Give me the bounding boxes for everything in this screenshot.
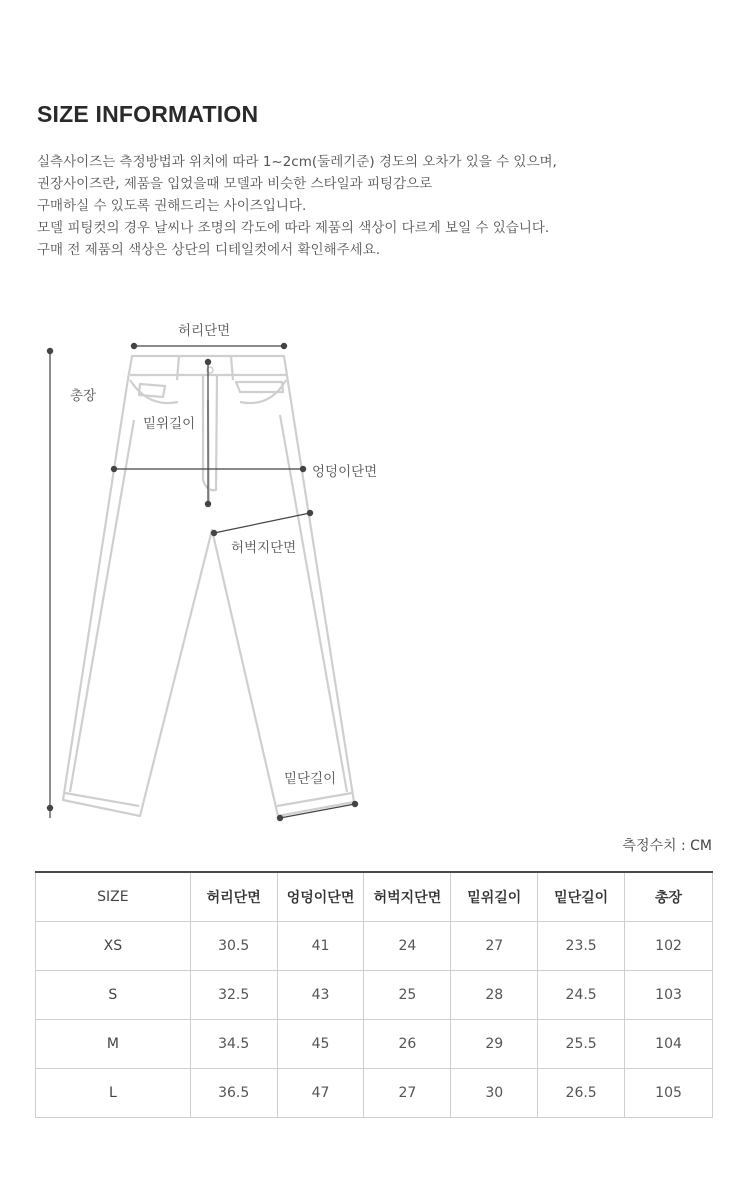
cell-value: 32.5 bbox=[190, 971, 277, 1020]
measure-dot bbox=[211, 530, 216, 535]
cell-value: 25.5 bbox=[538, 1020, 625, 1069]
cell-value: 102 bbox=[625, 922, 713, 971]
cell-value: 30.5 bbox=[190, 922, 277, 971]
measure-dot bbox=[205, 501, 210, 506]
measure-dot bbox=[281, 343, 286, 348]
cell-value: 27 bbox=[364, 1069, 451, 1118]
cell-value: 103 bbox=[625, 971, 713, 1020]
header-hip: 엉덩이단면 bbox=[277, 872, 364, 922]
table-header-row bbox=[36, 872, 713, 922]
page-title: SIZE INFORMATION bbox=[37, 101, 259, 127]
header-length: 총장 bbox=[625, 872, 713, 922]
measure-dot bbox=[277, 815, 282, 820]
header-size: SIZE bbox=[36, 872, 191, 922]
note-line: 구매하실 수 있도록 권해드리는 사이즈입니다. bbox=[37, 198, 307, 214]
cell-value: 26.5 bbox=[538, 1069, 625, 1118]
table-row bbox=[36, 922, 713, 971]
cell-value: 104 bbox=[625, 1020, 713, 1069]
header-rise: 밑위길이 bbox=[451, 872, 538, 922]
cell-value: 24.5 bbox=[538, 971, 625, 1020]
table-row bbox=[36, 1069, 713, 1118]
label-rise: 밑위길이 bbox=[143, 416, 196, 432]
header-waist: 허리단면 bbox=[190, 872, 277, 922]
thigh-measure-line bbox=[214, 513, 310, 533]
measure-dot bbox=[307, 510, 312, 515]
note-line: 권장사이즈란, 제품을 입었을때 모델과 비슷한 스타일과 피팅감으로 bbox=[37, 176, 433, 192]
measure-dot bbox=[47, 348, 52, 353]
label-length: 총장 bbox=[70, 388, 97, 404]
label-hip: 엉덩이단면 bbox=[312, 464, 378, 480]
cell-value: 34.5 bbox=[190, 1020, 277, 1069]
measure-dot bbox=[205, 359, 210, 364]
header-hem: 밑단길이 bbox=[538, 872, 625, 922]
header-thigh: 허벅지단면 bbox=[364, 872, 451, 922]
cell-value: 25 bbox=[364, 971, 451, 1020]
pants-measurement-diagram bbox=[0, 300, 750, 840]
cell-value: 105 bbox=[625, 1069, 713, 1118]
pants-illustration bbox=[0, 300, 750, 840]
side-seam-left bbox=[70, 420, 134, 792]
belt-loop-right bbox=[231, 356, 233, 380]
coin-pocket bbox=[139, 384, 165, 397]
measure-dot bbox=[111, 466, 116, 471]
unit-label: 측정수치 : CM bbox=[622, 838, 712, 854]
hem-left bbox=[65, 793, 139, 806]
cell-value: 43 bbox=[277, 971, 364, 1020]
cell-value: 47 bbox=[277, 1069, 364, 1118]
measure-dot bbox=[47, 805, 52, 810]
hem-measure-line bbox=[280, 804, 355, 818]
note-line: 모델 피팅컷의 경우 날씨나 조명의 각도에 따라 제품의 색상이 다르게 보일 수 있습니다. bbox=[37, 220, 550, 236]
cell-size: M bbox=[36, 1020, 191, 1069]
measure-dot bbox=[300, 466, 305, 471]
size-notes bbox=[37, 151, 557, 261]
cell-value: 36.5 bbox=[190, 1069, 277, 1118]
front-fly bbox=[203, 375, 217, 490]
cell-size: L bbox=[36, 1069, 191, 1118]
table-row bbox=[36, 1020, 713, 1069]
cell-value: 26 bbox=[364, 1020, 451, 1069]
belt-loop-left bbox=[177, 356, 179, 380]
cell-value: 29 bbox=[451, 1020, 538, 1069]
label-waist: 허리단면 bbox=[178, 323, 231, 339]
note-line: 구매 전 제품의 색상은 상단의 디테일컷에서 확인해주세요. bbox=[37, 242, 381, 258]
pocket-right-inner bbox=[236, 382, 283, 392]
cell-value: 28 bbox=[451, 971, 538, 1020]
measure-dot bbox=[352, 801, 357, 806]
measure-dot bbox=[131, 343, 136, 348]
cell-size: S bbox=[36, 971, 191, 1020]
cell-value: 45 bbox=[277, 1020, 364, 1069]
label-hem: 밑단길이 bbox=[284, 771, 337, 787]
cell-value: 23.5 bbox=[538, 922, 625, 971]
note-line: 실측사이즈는 측정방법과 위치에 따라 1~2cm(둘레기준) 경도의 오차가 있을 수 있으며, bbox=[37, 154, 557, 170]
label-thigh: 허벅지단면 bbox=[231, 540, 297, 556]
cell-value: 27 bbox=[451, 922, 538, 971]
table-row bbox=[36, 971, 713, 1020]
cell-value: 24 bbox=[364, 922, 451, 971]
pocket-left bbox=[130, 380, 178, 403]
cell-value: 30 bbox=[451, 1069, 538, 1118]
cell-size: XS bbox=[36, 922, 191, 971]
size-table bbox=[35, 871, 713, 1118]
cell-value: 41 bbox=[277, 922, 364, 971]
